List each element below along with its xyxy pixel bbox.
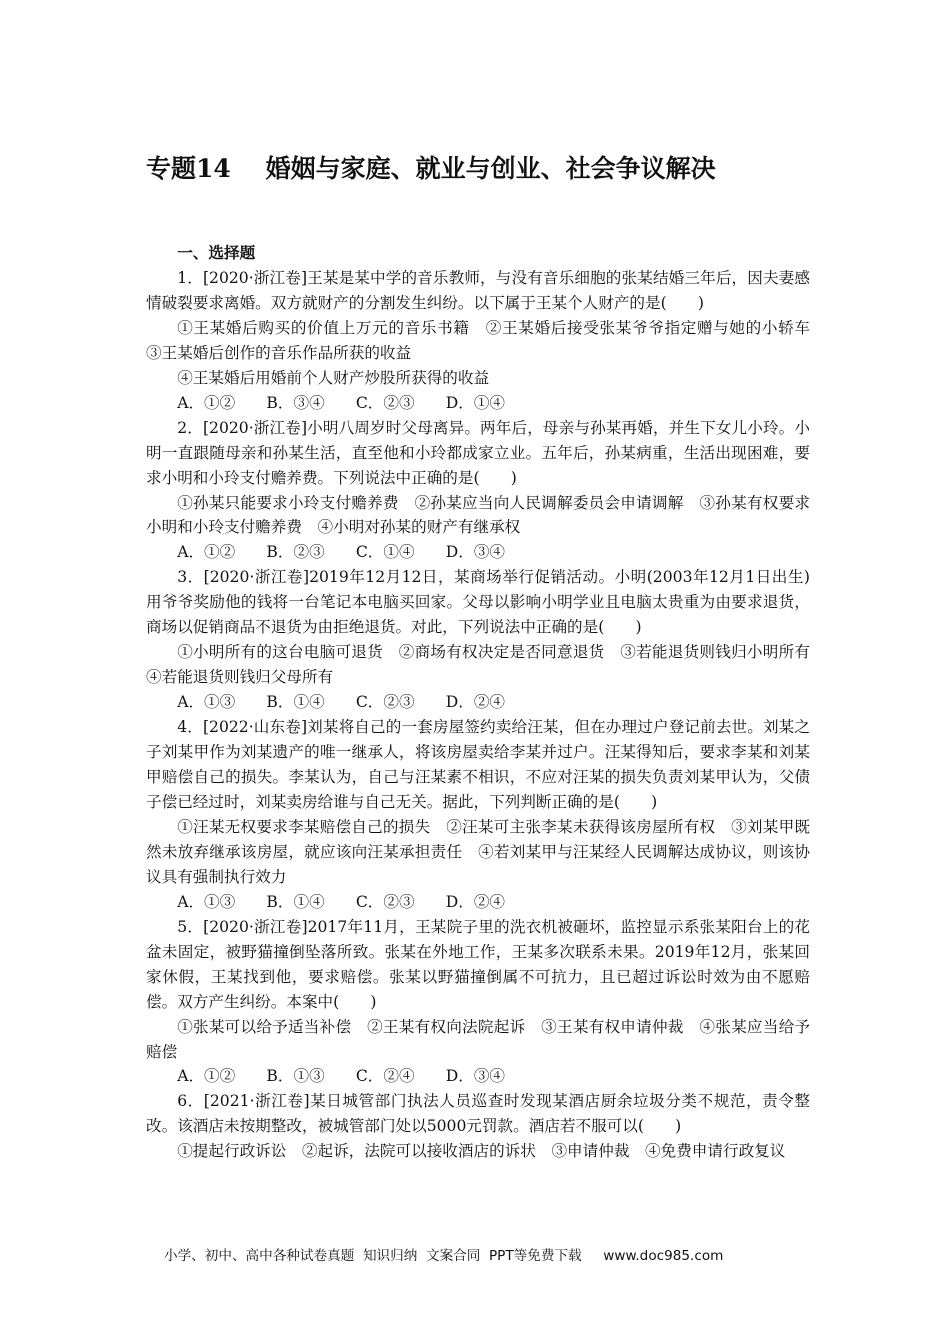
question-statements: ①提起行政诉讼 ②起诉，法院可以接收酒店的诉状 ③申请仲裁 ④免费申请行政复议 bbox=[177, 1142, 786, 1161]
question-statements: ④王某婚后用婚前个人财产炒股所获得的收益 bbox=[177, 368, 490, 387]
answer-choices: A．①② B．③④ C．②③ D．①④ bbox=[177, 393, 506, 412]
question-statements: ①汪某无权要求李某赔偿自己的损失 ②汪某可主张李某未获得该房屋所有权 ③刘某甲既然未放弃继承该房屋，就应该向汪某承担责任 ④若刘某甲与汪某经人民调解达成协议，则该协议具有强制执行效力 bbox=[146, 817, 810, 886]
question-statements: ①小明所有的这台电脑可退货 ②商场有权决定是否同意退货 ③若能退货则钱归小明所有 ④若能退货则钱归父母所有 bbox=[146, 643, 826, 687]
question-statements: ①孙某只能要求小玲支付赡养费 ②孙某应当向人民调解委员会申请调解 ③孙某有权要求小明和小玲支付赡养费 ④小明对孙某的财产有继承权 bbox=[146, 493, 810, 537]
answer-choices: A．①③ B．①④ C．②③ D．②④ bbox=[177, 892, 506, 911]
question-stem: 5．[2020·浙江卷]2017年11月，王某院子里的洗衣机被砸坏，监控显示系张某阳台上的花盆未固定，被野猫撞倒坠落所致。张某在外地工作，王某多次联系未果。2019年12月，张某回家休假，王某找到他，要求赔偿。张某以野猫撞倒属不可抗力，且已超过诉讼时效为由不愿赔偿。双方产生纠纷。本案中( ) bbox=[146, 917, 810, 1011]
page-title: 专题14 婚姻与家庭、就业与创业、社会争议解决 bbox=[146, 154, 716, 183]
question-stem: 1．[2020·浙江卷]王某是某中学的音乐教师，与没有音乐细胞的张某结婚三年后，因夫妻感情破裂要求离婚。双方就财产的分割发生纠纷。以下属于王某个人财产的是( ) bbox=[146, 268, 810, 312]
footer-watermark: 小学、初中、高中各种试卷真题 知识归纳 文案合同 PPT等免费下载 www.doc985.com bbox=[164, 1248, 724, 1264]
question-stem: 3．[2020·浙江卷]2019年12月12日，某商场举行促销活动。小明(2003年12月1日出生)用爷爷奖励他的钱将一台笔记本电脑买回家。父母以影响小明学业且电脑太贵重为由要求退货，商场以促销商品不退货为由拒绝退货。对此，下列说法中正确的是( ) bbox=[146, 568, 810, 637]
section-heading: 一、选择题 bbox=[177, 243, 256, 262]
question-statements: ①张某可以给予适当补偿 ②王某有权向法院起诉 ③王某有权申请仲裁 ④张某应当给予赔偿 bbox=[146, 1017, 810, 1061]
question-list bbox=[146, 241, 826, 1164]
answer-choices: A．①② B．①③ C．②④ D．③④ bbox=[177, 1067, 506, 1086]
question-stem: 4．[2022·山东卷]刘某将自己的一套房屋签约卖给汪某，但在办理过户登记前去世。刘某之子刘某甲作为刘某遗产的唯一继承人，将该房屋卖给李某并过户。汪某得知后，要求李某和刘某甲赔偿自己的损失。李某认为，自己与汪某素不相识，不应对汪某的损失负责刘某甲认为，父债子偿已经过时，刘某卖房给谁与自己无关。据此，下列判断正确的是( ) bbox=[146, 718, 810, 811]
question-statements: ①王某婚后购买的价值上万元的音乐书籍 ②王某婚后接受张某爷爷指定赠与她的小轿车 ③王某婚后创作的音乐作品所获的收益 bbox=[146, 318, 826, 362]
answer-choices: A．①② B．②③ C．①④ D．③④ bbox=[177, 543, 506, 562]
answer-choices: A．①③ B．①④ C．②③ D．②④ bbox=[177, 693, 506, 712]
question-stem: 2．[2020·浙江卷]小明八周岁时父母离异。两年后，母亲与孙某再婚，并生下女儿小玲。小明一直跟随母亲和孙某生活，直至他和小玲都成家立业。五年后，孙某病重，生活出现困难，要求小明和小玲支付赡养费。下列说法中正确的是( ) bbox=[146, 418, 810, 487]
question-stem: 6．[2021·浙江卷]某日城管部门执法人员巡查时发现某酒店厨余垃圾分类不规范，责令整改。该酒店未按期整改，被城管部门处以5000元罚款。酒店若不服可以( ) bbox=[146, 1092, 810, 1136]
